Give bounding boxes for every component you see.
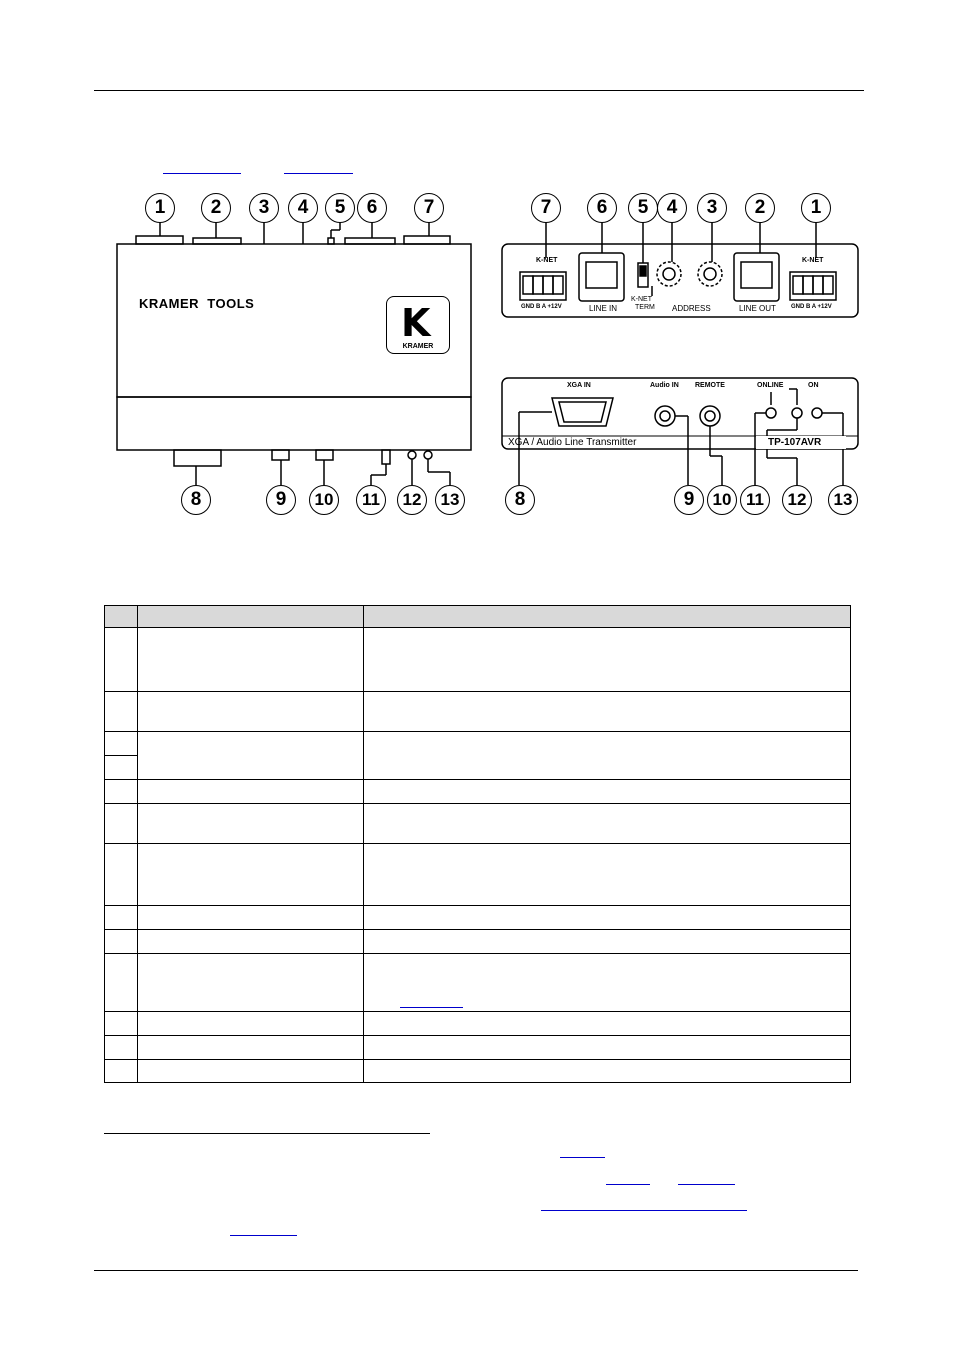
label-xga-in: XGA IN [567,382,591,389]
footnote-link-4[interactable] [541,1210,747,1211]
logo-letter: K [401,301,431,345]
callout-front-bottom-8: 8 [181,485,211,515]
callout-rear-4: 4 [657,193,687,223]
footnote-link-5[interactable] [230,1235,297,1236]
header-feature [138,606,364,628]
callout-side-9: 9 [674,485,704,515]
label-on: ON [808,382,819,389]
callout-rear-3: 3 [697,193,727,223]
callout-side-10: 10 [707,485,737,515]
table-row [105,1060,851,1083]
table-row [105,954,851,1012]
side-panel-drawing [0,0,953,600]
footer-rule [94,1270,858,1271]
table-row [105,844,851,906]
footnote-link-2[interactable] [606,1184,650,1185]
table-row [105,804,851,844]
label-knet-right-pins: GND B A +12V [791,304,832,310]
table-cell-link[interactable] [400,1007,463,1008]
callout-side-13: 13 [828,485,858,515]
table-row [105,732,851,756]
table-header-row [105,606,851,628]
table-row [105,1012,851,1036]
footnote-link-3[interactable] [678,1184,735,1185]
callout-front-bottom-11: 11 [356,485,386,515]
label-audio-in: Audio IN [650,382,679,389]
callout-rear-5: 5 [628,193,658,223]
table-row [105,1036,851,1060]
callout-front-bottom-12: 12 [397,485,427,515]
side-panel-diagram [0,0,953,600]
callout-front-bottom-9: 9 [266,485,296,515]
label-remote: REMOTE [695,382,725,389]
table-row [105,780,851,804]
callout-front-top-6: 6 [357,193,387,223]
label-product-line: XGA / Audio Line Transmitter [508,437,637,448]
callout-front-top-4: 4 [288,193,318,223]
label-knet-term-2: TERM [635,304,655,311]
footnote-rule [104,1133,430,1134]
callout-side-12: 12 [782,485,812,515]
callout-front-top-1: 1 [145,193,175,223]
callout-front-top-3: 3 [249,193,279,223]
callout-front-bottom-10: 10 [309,485,339,515]
label-line-in: LINE IN [589,304,618,313]
label-knet-term-1: K-NET [631,296,652,303]
label-address: ADDRESS [672,304,711,313]
feature-table [104,605,851,1083]
label-online: ONLINE [757,382,784,389]
callout-front-bottom-13: 13 [435,485,465,515]
callout-side-11: 11 [740,485,770,515]
callout-front-top-7: 7 [414,193,444,223]
table-row [105,692,851,732]
callout-front-top-2: 2 [201,193,231,223]
label-knet-left: K-NET [536,257,558,264]
footnote-link-1[interactable] [560,1157,605,1158]
header-function [364,606,851,628]
logo-text: KRAMER [402,343,434,350]
callout-rear-6: 6 [587,193,617,223]
label-knet-right: K-NET [802,257,824,264]
callout-side-8: 8 [505,485,535,515]
label-model: TP-107AVR [768,437,822,448]
callout-rear-2: 2 [745,193,775,223]
callout-rear-7: 7 [531,193,561,223]
label-line-out: LINE OUT [739,304,776,313]
brand-wordmark: KRAMER TOOLS [139,296,255,311]
table-row [105,930,851,954]
label-knet-left-pins: GND B A +12V [521,304,562,310]
callout-rear-1: 1 [801,193,831,223]
callout-front-top-5: 5 [325,193,355,223]
header-number [105,606,138,628]
table-row [105,906,851,930]
table-row [105,628,851,692]
